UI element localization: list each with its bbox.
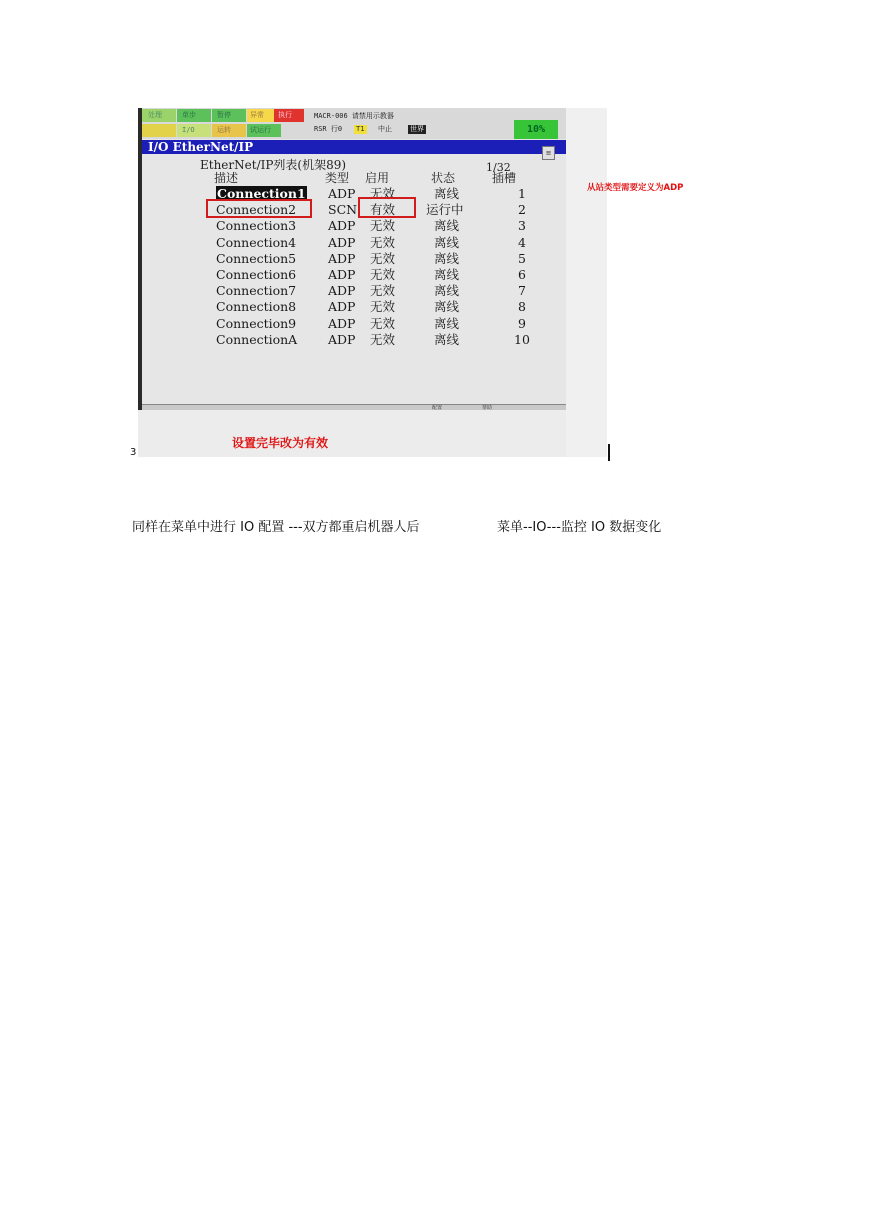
row-type: ADP <box>328 283 356 299</box>
enable-annotation: 设置完毕改为有效 <box>232 436 329 450</box>
status-cell-label: 试运行 <box>250 126 271 134</box>
status-bar <box>142 108 566 139</box>
override-percent[interactable]: 10% <box>514 120 558 139</box>
softkey-config[interactable]: 配置 <box>432 405 443 410</box>
row-status: 离线 <box>434 250 460 266</box>
row-status: 离线 <box>434 299 460 315</box>
softkey-help[interactable]: 帮助 <box>482 405 493 410</box>
status-cell-label: 暂停 <box>217 111 231 119</box>
row-desc: Connection4 <box>216 234 297 250</box>
status-cell-label: I/O <box>182 126 195 134</box>
row-desc: Connection6 <box>216 267 297 282</box>
mode-badge: T1 <box>356 125 365 133</box>
row-desc: ConnectionA <box>216 331 298 347</box>
row-type: ADP <box>328 186 356 201</box>
caption-part2: 菜单--IO---监控 IO 数据变化 <box>497 520 662 535</box>
page-indicator: 1/32 <box>486 161 511 174</box>
row-enabled: 无效 <box>370 267 396 282</box>
row-slot: 9 <box>518 315 526 331</box>
row-desc: Connection7 <box>216 283 297 299</box>
highlight-box-enabled <box>358 197 416 218</box>
status-cell-label: 异常 <box>250 111 264 119</box>
column-header-enabled: 启用 <box>365 171 390 185</box>
row-enabled: 无效 <box>370 218 396 234</box>
screen-title: I/O EtherNet/IP <box>142 140 566 154</box>
row-enabled: 无效 <box>370 283 396 299</box>
row-desc: Connection5 <box>216 250 297 266</box>
status-cell-label: 单步 <box>182 111 196 119</box>
row-status: 离线 <box>434 267 460 282</box>
row-slot: 3 <box>518 218 526 234</box>
status-cell-label: 处理 <box>148 111 162 119</box>
caption-part1: 同样在菜单中进行 IO 配置 ---双方都重启机器人后 <box>132 520 420 535</box>
row-status: 离线 <box>434 315 460 331</box>
row-desc: Connection8 <box>216 299 297 315</box>
row-status: 离线 <box>434 283 460 299</box>
row-type: ADP <box>328 234 356 250</box>
row-type: ADP <box>328 331 356 347</box>
pendant-screenshot <box>138 108 607 457</box>
row-type: ADP <box>328 299 356 315</box>
menu-icon[interactable]: ≡ <box>542 146 555 160</box>
status-cell-label: 执行 <box>278 111 292 119</box>
run-state: 中止 <box>378 125 392 133</box>
row-status: 离线 <box>434 218 460 234</box>
status-cell-label: 运转 <box>217 126 231 134</box>
row-slot: 10 <box>514 331 530 347</box>
row-slot: 1 <box>518 186 526 201</box>
column-header-status: 状态 <box>431 171 456 185</box>
coord-badge: 世界 <box>410 125 424 133</box>
row-type: SCN <box>328 202 358 218</box>
softkey-bar <box>142 404 566 410</box>
row-desc: Connection1 <box>217 186 306 201</box>
row-status: 离线 <box>434 186 460 201</box>
row-desc: Connection3 <box>216 218 297 234</box>
status-message: MACR-006 请禁用示教器 <box>314 112 394 120</box>
row-enabled: 无效 <box>370 299 396 315</box>
column-header-slot: 插槽 <box>492 171 517 185</box>
row-slot: 6 <box>518 267 526 282</box>
row-type: ADP <box>328 315 356 331</box>
row-slot: 5 <box>518 250 526 266</box>
row-enabled: 无效 <box>370 331 396 347</box>
row-enabled: 无效 <box>370 315 396 331</box>
status-line-info: RSR 行0 <box>314 125 343 133</box>
row-status: 离线 <box>434 234 460 250</box>
highlight-box-connection2 <box>206 199 312 218</box>
page-number: 3 <box>130 447 137 458</box>
row-slot: 2 <box>518 202 526 218</box>
row-status: 运行中 <box>426 202 464 218</box>
row-status: 离线 <box>434 331 460 347</box>
photo-margin <box>566 108 607 457</box>
row-type: ADP <box>328 218 356 234</box>
row-slot: 8 <box>518 299 526 315</box>
row-desc: Connection9 <box>216 315 297 331</box>
row-type: ADP <box>328 267 356 282</box>
row-enabled: 无效 <box>370 234 396 250</box>
row-enabled: 有效 <box>370 202 396 218</box>
teach-pendant-screen <box>138 108 566 410</box>
column-header-type: 类型 <box>325 171 350 185</box>
column-header-desc: 描述 <box>214 171 239 185</box>
row-enabled: 无效 <box>370 186 396 201</box>
adp-annotation: 从站类型需要定义为ADP <box>587 183 684 193</box>
text-cursor <box>608 444 610 461</box>
row-slot: 4 <box>518 234 526 250</box>
row-type: ADP <box>328 250 356 266</box>
status-cell <box>142 124 176 137</box>
row-enabled: 无效 <box>370 250 396 266</box>
row-slot: 7 <box>518 283 526 299</box>
row-desc: Connection2 <box>216 202 297 218</box>
list-title: EtherNet/IP列表(机架89) <box>200 158 347 172</box>
